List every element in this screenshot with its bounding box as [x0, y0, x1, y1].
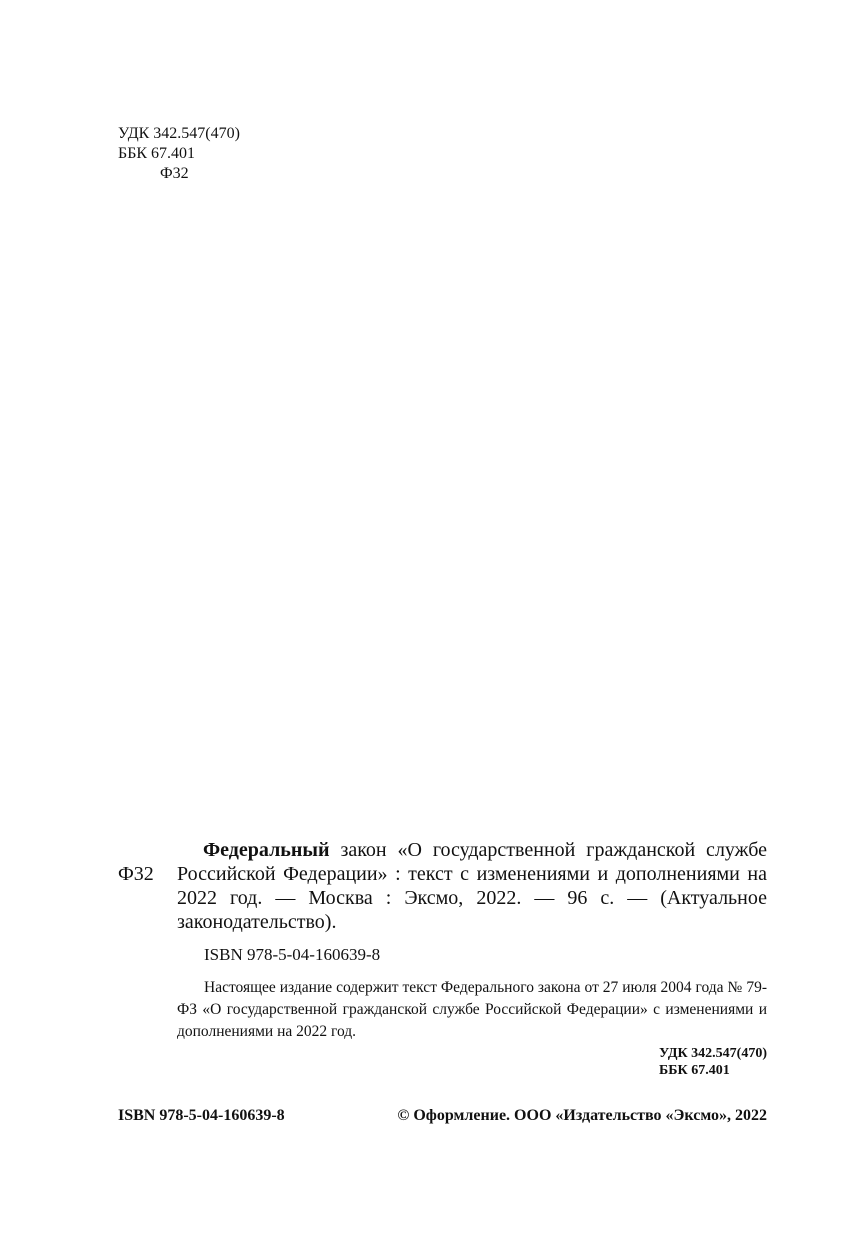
author-sign: Ф32	[160, 165, 189, 182]
footer-isbn: ISBN 978-5-04-160639-8	[118, 1107, 285, 1124]
record-author-sign: Ф32	[118, 863, 154, 885]
udc-code: УДК 342.547(470)	[118, 125, 240, 142]
record-bbk-code: ББК 67.401	[659, 1063, 730, 1078]
record-udc-code: УДК 342.547(470)	[659, 1046, 767, 1061]
record-isbn: ISBN 978-5-04-160639-8	[204, 945, 381, 964]
bibliographic-record	[177, 838, 767, 934]
record-classification-codes	[659, 1045, 767, 1079]
footer-copyright: © Оформление. ООО «Издательство «Эксмо», 2022	[397, 1107, 767, 1124]
bbk-code: ББК 67.401	[118, 145, 196, 162]
annotation: Настоящее издание содержит текст Федерального закона от 27 июля 2004 года № 79-ФЗ «О государственной гражданской службе Российской Федерации» с изменениями и дополнениями на 2022 год.	[177, 979, 767, 1040]
record-title-rest: закон «О государственной гражданской службе Российской Федерации» : текст с изменениями и дополнениями на 2022 год. — Москва : Эксмо, 2022. — 96 с. — (Актуальное законодательство).	[177, 839, 767, 933]
record-title-bold: Федеральный	[203, 839, 330, 861]
classification-codes	[118, 124, 240, 184]
